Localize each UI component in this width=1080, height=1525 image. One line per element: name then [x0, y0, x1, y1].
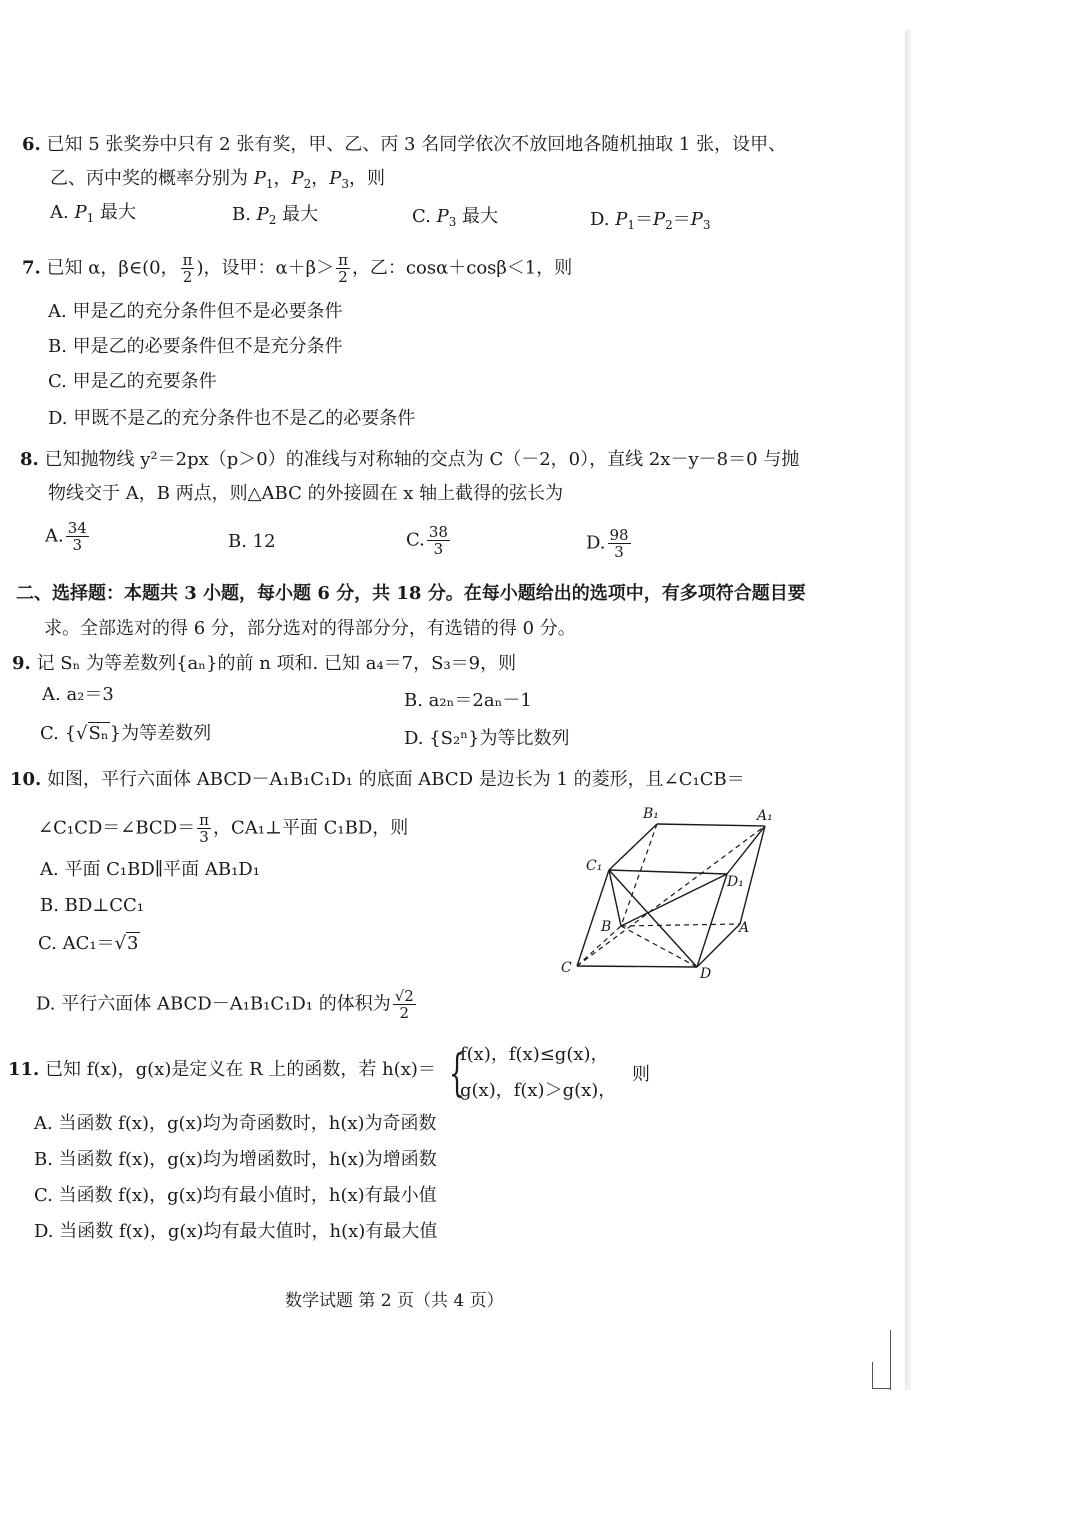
corner-mark-foot	[872, 1388, 890, 1389]
q11-stem-end: 则	[632, 1064, 650, 1085]
label-c: C	[561, 960, 572, 976]
q6-line1	[22, 133, 786, 157]
label-d: D	[700, 966, 712, 982]
section2-heading-line2: 求。全部选对的得 6 分，部分选对的得部分分，有选错的得 0 分。	[44, 618, 576, 639]
q8-option-b: B. 12	[228, 531, 276, 552]
q11-option-c: C. 当函数 f(x)，g(x)均有最小值时，h(x)有最小值	[34, 1185, 437, 1206]
q7-stem-a: 已知 α，β∈	[46, 257, 143, 279]
edge-c1-d1	[609, 870, 727, 874]
q10-line2: ∠C₁CD＝∠BCD＝ $\frac{\pi}{3}$ ，CA₁⊥平面 C₁BD，则	[38, 811, 409, 846]
edge-c1-b1	[609, 824, 657, 870]
q6-option-c-text: 最大	[456, 206, 499, 227]
corner-mark-tick	[872, 1362, 873, 1388]
diag-b-d-hidden	[621, 926, 697, 967]
q11-stem	[8, 1058, 436, 1082]
q6-option-c: C. $P_3$ 最大	[412, 206, 499, 229]
q7-option-c: C. 甲是乙的充要条件	[48, 371, 217, 392]
edge-c-d	[577, 966, 697, 967]
corner-mark	[890, 1330, 891, 1390]
page-edge-shadow	[905, 30, 911, 1390]
q8-line2: 物线交于 A，B 两点，则△ABC 的外接圆在 x 轴上截得的弦长为	[48, 483, 564, 504]
q7-stem-b: (0，	[142, 257, 179, 279]
q8-option-d: D. $\frac{98}{3}$	[586, 526, 629, 561]
edge-c1-b	[609, 870, 621, 926]
q9-stem	[12, 652, 516, 676]
label-b1: B₁	[643, 806, 659, 822]
q10-stem-line1: 如图，平行六面体 ABCD－A₁B₁C₁D₁ 的底面 ABCD 是边长为 1 的菱形，且∠C₁CB＝	[47, 769, 745, 790]
q6-stem-line2b: ，则	[349, 168, 386, 189]
q10-option-b: B. BD⊥CC₁	[40, 895, 145, 916]
label-a1: A₁	[757, 808, 773, 824]
q6-stem-line1: 已知 5 张奖券中只有 2 张有奖，甲、乙、丙 3 名同学依次不放回地各随机抽取 1 张，设甲、	[46, 134, 787, 155]
q11-option-d: D. 当函数 f(x)，g(x)均有最大值时，h(x)有最大值	[34, 1221, 438, 1242]
q6-option-a-label: A.	[50, 202, 75, 223]
q6-option-d: D. $P_1=P_2=P_3$	[590, 209, 711, 232]
diag-c-a1-hidden	[577, 826, 765, 966]
q7-stem-d: ，乙：cosα＋cosβ＜1，则	[351, 257, 573, 279]
q8-option-a: A. $\frac{34}{3}$	[45, 519, 87, 554]
q11-case1: f(x)，f(x)≤g(x)，	[460, 1044, 609, 1065]
piecewise-brace: {	[449, 1044, 465, 1102]
q7-pi-over-2-a: $\frac{\pi}{2}$	[182, 251, 193, 286]
q10-number: 10.	[10, 769, 42, 790]
q10-option-c: C. AC₁＝√3	[38, 933, 139, 954]
q7-option-d: D. 甲既不是乙的充分条件也不是乙的必要条件	[48, 408, 416, 429]
q11-stem-a: 已知 f(x)，g(x)是定义在 R 上的函数，若 h(x)＝	[45, 1059, 436, 1080]
label-b: B	[601, 919, 612, 935]
q6-option-c-label: C.	[412, 206, 437, 227]
edge-c1-d	[609, 870, 697, 967]
q6-option-b-label: B.	[232, 204, 257, 225]
q8-number: 8.	[20, 449, 39, 470]
q9-option-b: B. a₂ₙ＝2aₙ－1	[404, 690, 532, 711]
q6-option-b: B. $P_2$ 最大	[232, 204, 319, 227]
q11-option-b: B. 当函数 f(x)，g(x)均为增函数时，h(x)为增函数	[34, 1149, 437, 1170]
q6-line2: 乙、丙中奖的概率分别为 $P_1$，$P_2$，$P_3$，则	[50, 168, 386, 191]
q6-option-d-label: D.	[590, 209, 616, 230]
q7-pi-over-2-b: $\frac{\pi}{2}$	[338, 251, 348, 286]
edge-b-a-hidden	[621, 924, 740, 926]
q6-number: 6.	[22, 134, 41, 155]
q8-stem-line1: 已知抛物线 y²＝2px（p＞0）的准线与对称轴的交点为 C（－2，0），直线 2x－y－8＝0 与抛	[44, 449, 800, 470]
q8-line1	[20, 448, 799, 472]
q10-line1	[10, 768, 745, 792]
page-footer: 数学试题 第 2 页（共 4 页）	[285, 1291, 504, 1311]
edge-b1-a1	[657, 824, 765, 826]
q9-option-a: A. a₂＝3	[42, 684, 114, 705]
q7-option-a: A. 甲是乙的充分条件但不是必要条件	[48, 301, 343, 322]
q6-option-b-text: 最大	[276, 204, 319, 225]
q7-number: 7.	[22, 257, 41, 279]
label-c1: C₁	[586, 858, 603, 874]
q7-stem-c: )，设甲：α＋β＞	[196, 257, 335, 279]
q8-option-c: C. $\frac{38}{3}$	[406, 523, 448, 558]
q9-option-d: D. {S₂ⁿ}为等比数列	[404, 728, 570, 749]
q11-case2: g(x)，f(x)＞g(x)，	[460, 1080, 617, 1101]
section2-heading-line1: 二、选择题：本题共 3 小题，每小题 6 分，共 18 分。在每小题给出的选项中，有多项符合题目要	[16, 583, 806, 604]
q11-option-a: A. 当函数 f(x)，g(x)均为奇函数时，h(x)为奇函数	[34, 1113, 437, 1134]
q9-option-c: C. {√Sₙ}为等差数列	[40, 723, 212, 744]
q6-option-a-text: 最大	[94, 202, 136, 223]
edge-d1-d	[697, 874, 727, 967]
q10-option-a: A. 平面 C₁BD∥平面 AB₁D₁	[40, 859, 260, 880]
q11-number: 11.	[8, 1059, 40, 1080]
parallelepiped-figure	[555, 800, 795, 985]
q7-option-b: B. 甲是乙的必要条件但不是充分条件	[48, 336, 343, 357]
q6-option-a: A. $P_1$ 最大	[50, 202, 136, 225]
q6-stem-line2a: 乙、丙中奖的概率分别为	[50, 168, 254, 189]
q10-option-d: D. 平行六面体 ABCD－A₁B₁C₁D₁ 的体积为 $\frac{√2}{2}$	[36, 987, 414, 1022]
q9-stem-text: 记 Sₙ 为等差数列{aₙ}的前 n 项和. 已知 a₄＝7，S₃＝9，则	[36, 653, 517, 674]
label-d1: D₁	[727, 874, 744, 890]
q7-stem	[22, 252, 572, 285]
q9-number: 9.	[12, 653, 31, 674]
label-a: A	[739, 920, 750, 936]
